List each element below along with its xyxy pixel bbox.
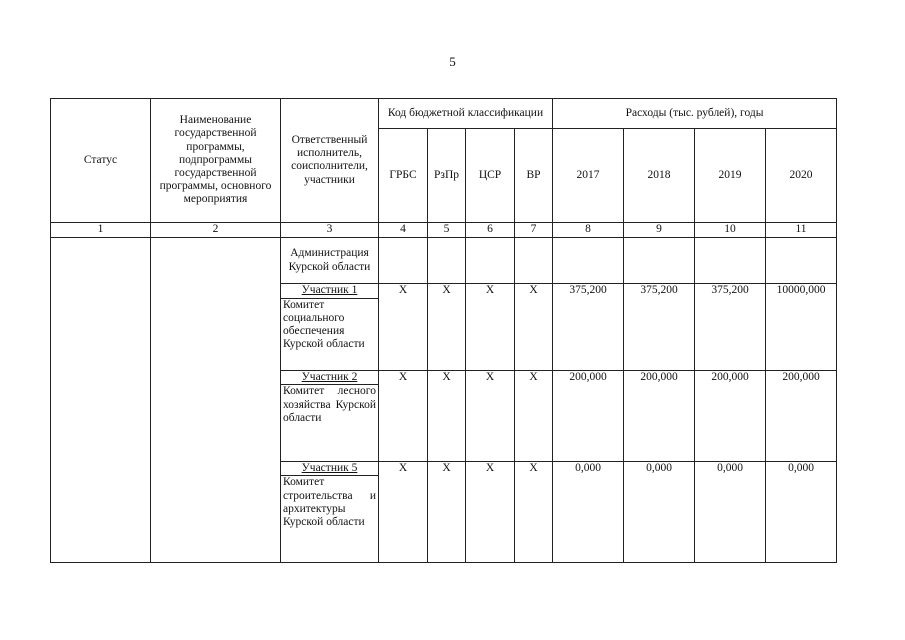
column-number: 4 bbox=[379, 222, 428, 237]
header-code-grbs: ГРБС bbox=[379, 129, 428, 223]
header-code-vr: ВР bbox=[515, 129, 553, 223]
expense-2018: 200,000 bbox=[624, 371, 695, 462]
header-expenses-group: Расходы (тыс. рублей), годы bbox=[553, 99, 837, 129]
code-csr-value: Х bbox=[466, 371, 515, 462]
header-responsible: Ответственный исполнитель, соисполнители, участники bbox=[281, 99, 379, 223]
column-number: 10 bbox=[695, 222, 766, 237]
code-rzpr-value: Х bbox=[428, 371, 466, 462]
column-number: 8 bbox=[553, 222, 624, 237]
header-year-2017: 2017 bbox=[553, 129, 624, 223]
empty-cell bbox=[466, 237, 515, 283]
column-number: 3 bbox=[281, 222, 379, 237]
header-year-2018: 2018 bbox=[624, 129, 695, 223]
participant-label: Участник 2 bbox=[281, 371, 379, 385]
header-program-name: Наименование государственной программы, подпрограммы государственной программы, основного мероприятия bbox=[151, 99, 281, 223]
expense-2019: 0,000 bbox=[695, 461, 766, 562]
expense-2020: 0,000 bbox=[766, 461, 837, 562]
program-name-cell bbox=[151, 237, 281, 562]
header-year-2019: 2019 bbox=[695, 129, 766, 223]
expense-2017: 200,000 bbox=[553, 371, 624, 462]
participant-executor: Комитет лесного хозяйства Курской области bbox=[281, 385, 379, 462]
column-number: 5 bbox=[428, 222, 466, 237]
code-vr-value: Х bbox=[515, 284, 553, 371]
code-grbs-value: Х bbox=[379, 284, 428, 371]
expense-2019: 200,000 bbox=[695, 371, 766, 462]
expense-2018: 375,200 bbox=[624, 284, 695, 371]
column-number: 1 bbox=[51, 222, 151, 237]
executor-admin: Администрация Курской области bbox=[281, 237, 379, 283]
expense-2019: 375,200 bbox=[695, 284, 766, 371]
column-number-row bbox=[51, 222, 837, 237]
table-row-admin bbox=[51, 237, 837, 283]
code-grbs-value: Х bbox=[379, 461, 428, 562]
code-rzpr-value: Х bbox=[428, 461, 466, 562]
header-code-csr: ЦСР bbox=[466, 129, 515, 223]
column-number: 9 bbox=[624, 222, 695, 237]
column-number: 7 bbox=[515, 222, 553, 237]
expense-2020: 200,000 bbox=[766, 371, 837, 462]
participant-executor: Комитет строительства и архитектуры Курской области bbox=[281, 476, 379, 563]
empty-cell bbox=[766, 237, 837, 283]
column-number: 6 bbox=[466, 222, 515, 237]
header-year-2020: 2020 bbox=[766, 129, 837, 223]
code-vr-value: Х bbox=[515, 371, 553, 462]
code-csr-value: Х bbox=[466, 284, 515, 371]
participant-label: Участник 5 bbox=[281, 461, 379, 475]
header-code-rzpr: РзПр bbox=[428, 129, 466, 223]
empty-cell bbox=[379, 237, 428, 283]
expense-2020: 10000,000 bbox=[766, 284, 837, 371]
code-csr-value: Х bbox=[466, 461, 515, 562]
header-row-top bbox=[51, 99, 837, 129]
header-budget-code-group: Код бюджетной классификации bbox=[379, 99, 553, 129]
empty-cell bbox=[428, 237, 466, 283]
code-vr-value: Х bbox=[515, 461, 553, 562]
code-rzpr-value: Х bbox=[428, 284, 466, 371]
empty-cell bbox=[515, 237, 553, 283]
expense-2018: 0,000 bbox=[624, 461, 695, 562]
code-grbs-value: Х bbox=[379, 371, 428, 462]
participant-label: Участник 1 bbox=[281, 284, 379, 298]
budget-table bbox=[50, 98, 837, 563]
participant-executor: Комитет социального обеспечения Курской области bbox=[281, 298, 379, 371]
header-status: Статус bbox=[51, 99, 151, 223]
column-number: 2 bbox=[151, 222, 281, 237]
expense-2017: 0,000 bbox=[553, 461, 624, 562]
status-cell bbox=[51, 237, 151, 562]
empty-cell bbox=[695, 237, 766, 283]
page-number: 5 bbox=[449, 54, 456, 69]
empty-cell bbox=[624, 237, 695, 283]
empty-cell bbox=[553, 237, 624, 283]
column-number: 11 bbox=[766, 222, 837, 237]
expense-2017: 375,200 bbox=[553, 284, 624, 371]
